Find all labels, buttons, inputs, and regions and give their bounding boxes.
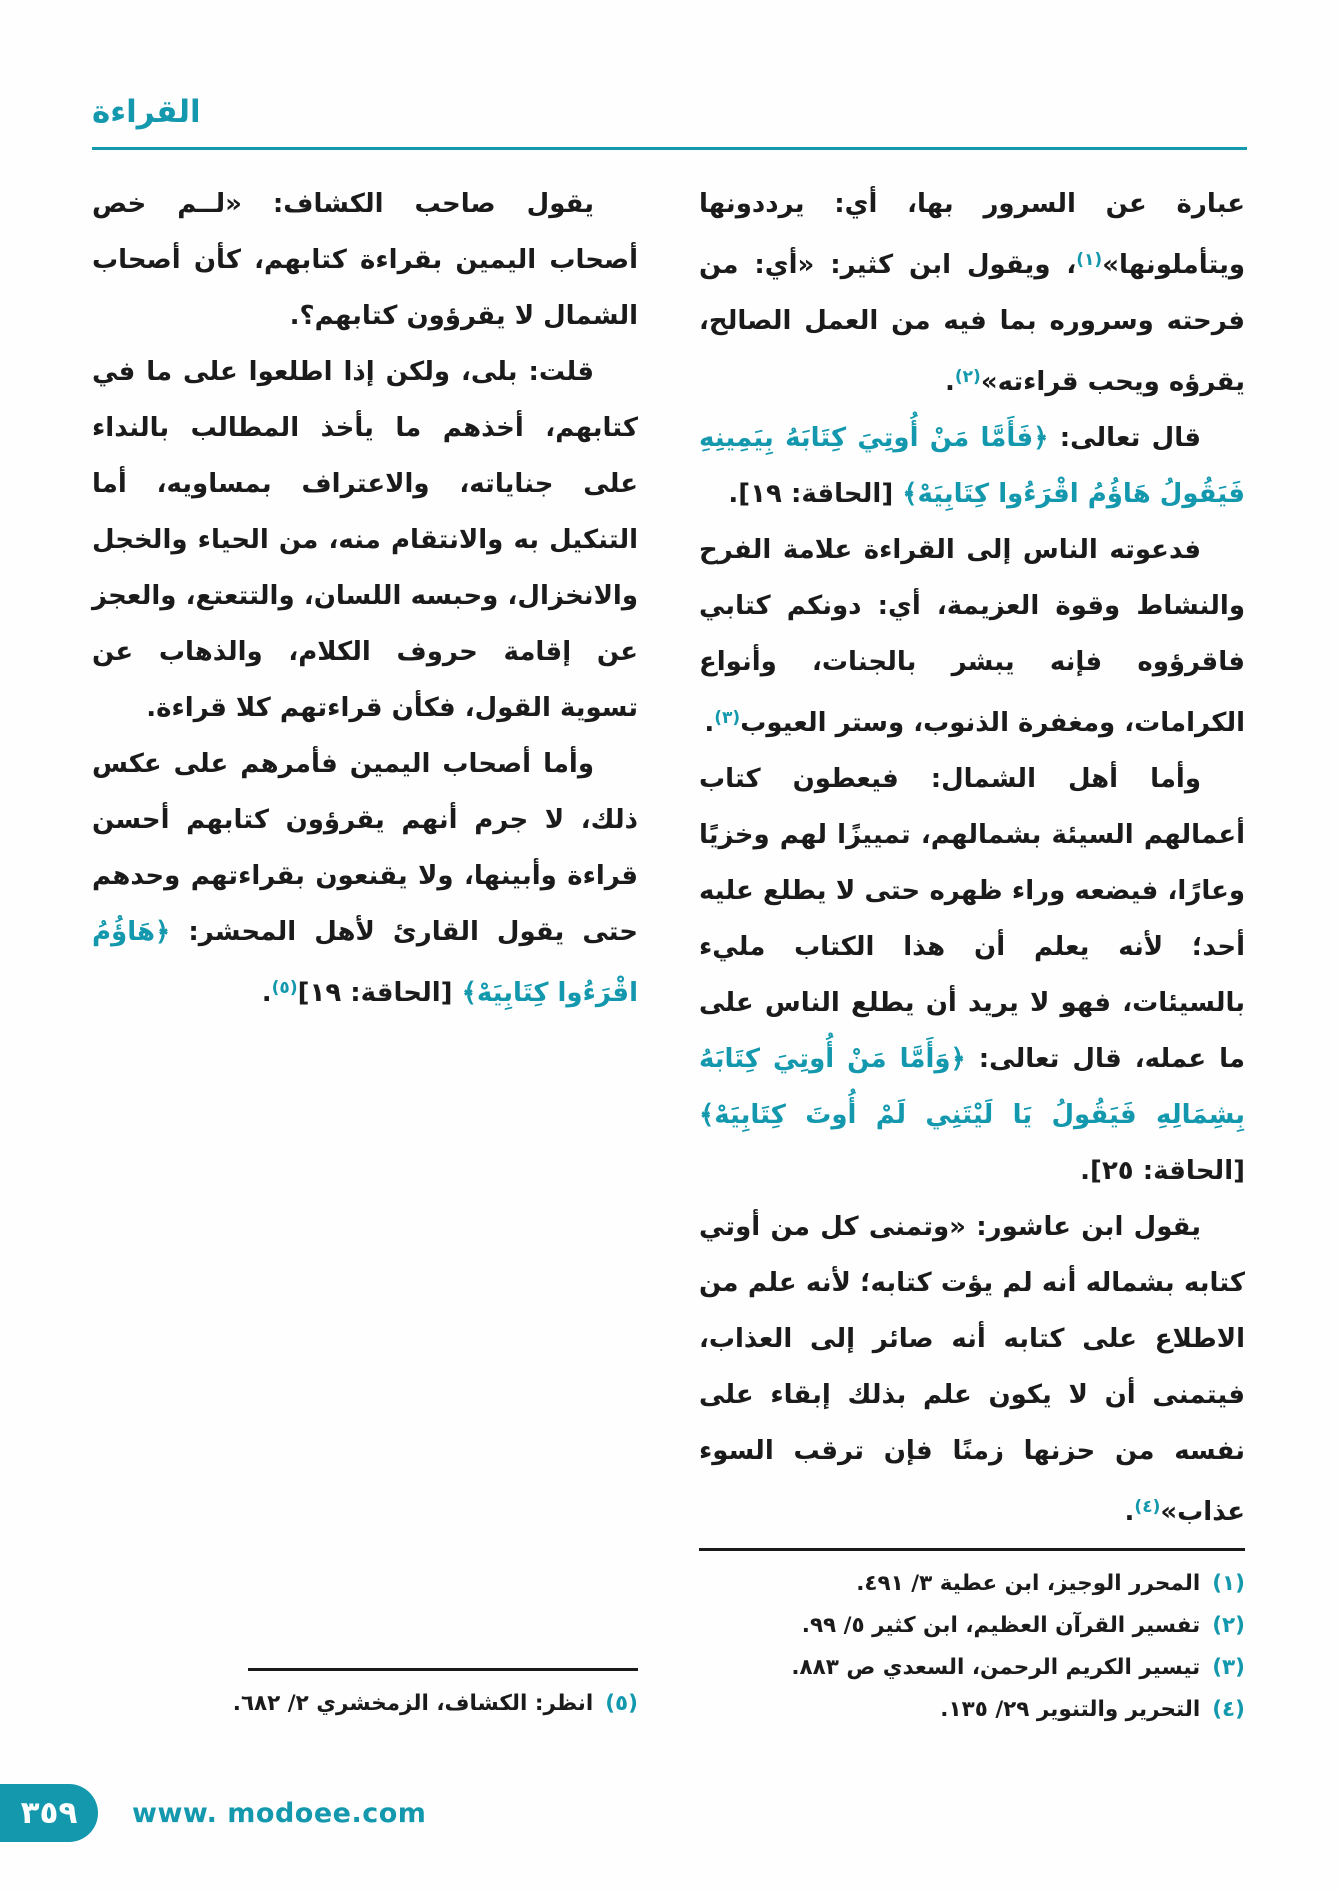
footnotes-right [699,1548,1245,1731]
footnotes-left [92,1668,638,1725]
footnote-text: التحرير والتنوير ٢٩/ ١٣٥. [940,1697,1201,1722]
footnote-ref: (٣) [714,708,741,728]
footnote-ref: (٤) [1134,1497,1161,1517]
text-run: وأما أهل الشمال: فيعطون كتاب أعمالهم السيئة بشمالهم، تمييزًا لهم وخزيًا وعارًا، فيضعه وراء ظهره حتى لا يطلع عليه أحد؛ لأنه يعلم أن هذا الكتاب مليء بالسيئات، فهو لا يريد أن يطلع الناس على ما عمله، قال تعالى: [699,764,1245,1074]
column-right [699,176,1245,1540]
text-run: قال تعالى: [1048,423,1201,453]
website-text: www. modoee.com [132,1798,427,1829]
footnote-number: (١) [1212,1571,1245,1596]
footnote-number: (٥) [605,1691,638,1716]
page-number: ٣٥٩ [20,1795,78,1831]
text-run: . [704,708,715,738]
footnote-text: تيسير الكريم الرحمن، السعدي ص ٨٨٣. [791,1655,1201,1680]
footnote-divider [248,1668,638,1671]
paragraph [699,1199,1245,1540]
quran-verse: ﴿هَاؤُمُ اقْرَءُوا كِتَابِيَهْ﴾ [92,917,638,1008]
text-run: وأما أصحاب اليمين فأمرهم على عكس ذلك، لا جرم أنهم يقرؤون كتابهم أحسن قراءة وأبينها، ولا يقنعون بقراءتهم وحدهم حتى يقول القارئ لأهل المحشر: [92,749,638,947]
footnote-text: انظر: الكشاف، الزمخشري ٢/ ٦٨٢. [232,1691,594,1716]
text-run: . [944,367,955,397]
footnote-item [699,1647,1245,1689]
column-left [92,176,638,1021]
footnotes-left-list [92,1683,638,1725]
footnote-ref: (٢) [954,367,981,387]
paragraph [92,736,638,1021]
text-run: عبارة عن السرور بها، أي: يرددونها ويتأملونها» [699,189,1245,280]
text-run: يقول صاحب الكشاف: «لــم خص أصحاب اليمين بقراءة كتابهم، كأن أصحاب الشمال لا يقرؤون كتابهم؟. [92,189,638,331]
paragraph [699,410,1245,522]
footnote-ref: (١) [1076,250,1103,270]
text-run: [الحاقة: ١٩]. [728,479,903,509]
footnote-number: (٣) [1212,1655,1245,1680]
footnote-text: المحرر الوجيز، ابن عطية ٣/ ٤٩١. [856,1571,1201,1596]
text-run: يقول ابن عاشور: «وتمنى كل من أوتي كتابه بشماله أنه لم يؤت كتابه؛ لأنه علم من الاطلاع على كتابه أنه صائر إلى العذاب، فيتمنى أن لا يكون علم بذلك إبقاء على نفسه من حزنها زمنًا فإن ترقب السوء عذاب» [699,1212,1245,1527]
text-run: . [261,978,272,1008]
footnote-number: (٤) [1212,1697,1245,1722]
text-run: ، ويقول ابن كثير: «أي: من فرحته وسروره بما فيه من العمل الصالح، يقرؤه ويحب قراءته» [699,250,1245,397]
page-number-badge [0,1784,98,1842]
footnote-text: تفسير القرآن العظيم، ابن كثير ٥/ ٩٩. [801,1613,1201,1638]
paragraph [699,176,1245,410]
footnote-item [699,1563,1245,1605]
header-divider [92,147,1247,150]
page-header-title: القراءة [92,94,201,130]
paragraph [92,344,638,736]
paragraph [699,751,1245,1199]
text-run: [الحاقة: ١٩] [297,978,462,1008]
footnote-item [699,1689,1245,1731]
paragraph [699,522,1245,751]
text-run: . [1124,1497,1135,1527]
text-run: [الحاقة: ٢٥]. [1080,1156,1245,1186]
footnote-number: (٢) [1212,1613,1245,1638]
text-run: فدعوته الناس إلى القراءة علامة الفرح والنشاط وقوة العزيمة، أي: دونكم كتابي فاقرؤوه فإنه يبشر بالجنات، وأنواع الكرامات، ومغفرة الذنوب، وستر العيوب [699,535,1245,738]
footnote-ref: (٥) [271,978,298,998]
text-run: قلت: بلى، ولكن إذا اطلعوا على ما في كتابهم، أخذهم ما يأخذ المطالب بالنداء على جناياته، والاعتراف بمساويه، أما التنكيل به والانتقام منه، من الحياء والخجل والانخزال، وحبسه اللسان، والتتعتع، والعجز عن إقامة حروف الكلام، والذهاب عن تسوية القول، فكأن قراءتهم كلا قراءة. [92,357,638,723]
paragraph [92,176,638,344]
footnotes-right-list [699,1563,1245,1731]
footnote-item [92,1683,638,1725]
quran-verse: ﴿فَأَمَّا مَنْ أُوتِيَ كِتَابَهُ بِيَمِينِهِ فَيَقُولُ هَاؤُمُ اقْرَءُوا كِتَابِيَهْ﴾ [699,423,1245,509]
footnote-item [699,1605,1245,1647]
quran-verse: ﴿وَأَمَّا مَنْ أُوتِيَ كِتَابَهُ بِشِمَالِهِ فَيَقُولُ يَا لَيْتَنِي لَمْ أُوتَ كِتَابِيَهْ﴾ [699,1044,1245,1130]
